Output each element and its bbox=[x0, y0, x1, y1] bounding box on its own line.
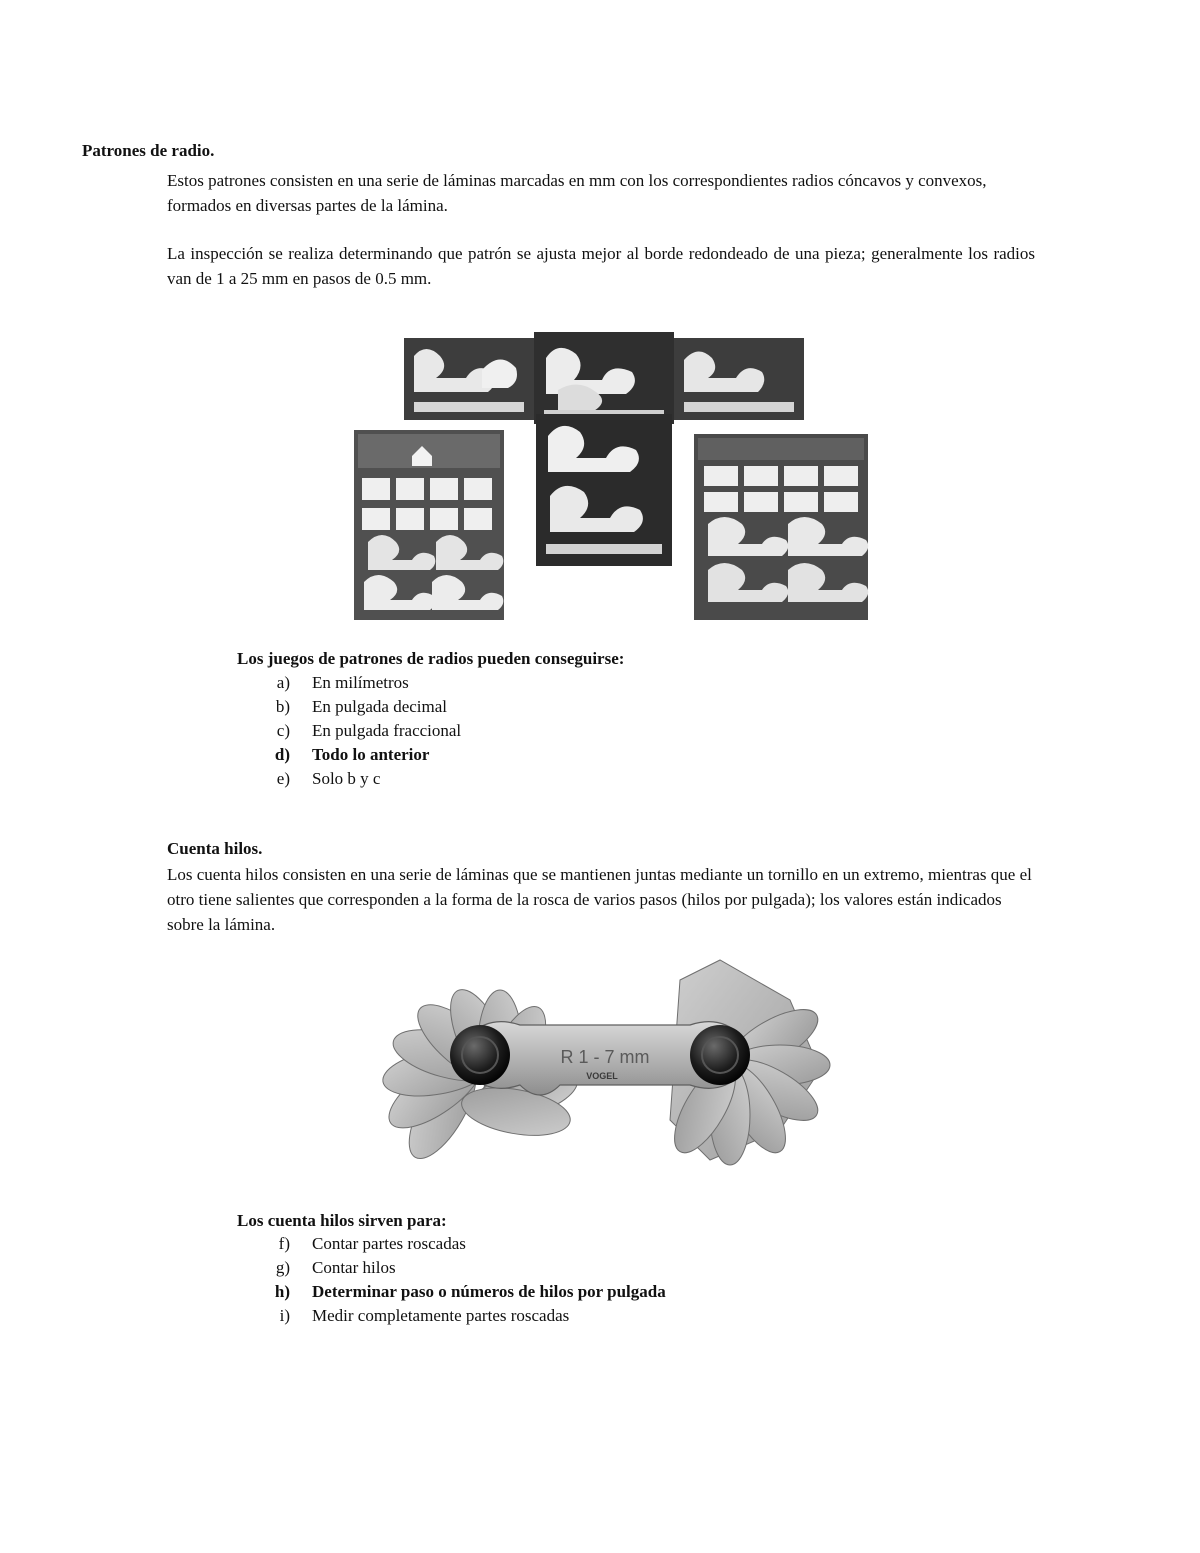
handle-brand-label: VOGEL bbox=[586, 1071, 618, 1081]
options-list-radius-sets bbox=[252, 671, 461, 791]
option-d: d) Todo lo anterior bbox=[274, 745, 430, 764]
section-heading-thread-gauges: Cuenta hilos. bbox=[167, 839, 263, 858]
left-knob bbox=[450, 1025, 510, 1085]
fan-gauge-image bbox=[380, 955, 832, 1180]
option-b: b) En pulgada decimal bbox=[275, 697, 448, 716]
option-a: a) En milímetros bbox=[276, 673, 409, 692]
question-title-thread-gauges: Los cuenta hilos sirven para: bbox=[237, 1211, 447, 1230]
paragraph-radius-gauges-description: Estos patrones consisten en una serie de láminas marcadas en mm con los correspondientes radios cóncavos y convexos, formados en diversas partes de la lámina. bbox=[167, 171, 987, 215]
option-e: e) Solo b y c bbox=[276, 769, 381, 788]
option-i: i) Medir completamente partes roscadas bbox=[279, 1306, 570, 1325]
section-heading-radius-gauges: Patrones de radio. bbox=[82, 141, 215, 160]
right-knob bbox=[690, 1025, 750, 1085]
option-c: c) En pulgada fraccional bbox=[276, 721, 462, 740]
gauge-holder-top-left bbox=[404, 338, 534, 420]
handle-size-label: R 1 - 7 mm bbox=[560, 1047, 650, 1067]
option-h: h) Determinar paso o números de hilos por pulgada bbox=[274, 1282, 666, 1301]
gauge-folder-left bbox=[354, 430, 504, 620]
options-list-thread-gauges bbox=[252, 1232, 666, 1328]
option-g: g) Contar hilos bbox=[275, 1258, 396, 1277]
gauge-folder-right bbox=[694, 434, 868, 620]
gauge-holder-center bbox=[536, 414, 672, 566]
paragraph-thread-gauges-description: Los cuenta hilos consisten en una serie de láminas que se mantienen juntas mediante un tornillo en un extremo, mientras que el otro tiene salientes que corresponden a la forma de la rosca de varios pasos (hilos por pulgada); los valores están indicados sobre la lámina. bbox=[167, 865, 1032, 934]
paragraph-radius-inspection: La inspección se realiza determinando que patrón se ajusta mejor al borde redondeado de una pieza; generalmente los radios van de 1 a 25 mm en pasos de 0.5 mm. bbox=[167, 244, 1035, 288]
option-f: f) Contar partes roscadas bbox=[278, 1234, 466, 1253]
question-title-radius-sets: Los juegos de patrones de radios pueden conseguirse: bbox=[237, 649, 625, 668]
radius-gauge-sets-image bbox=[352, 330, 872, 620]
gauge-holder-top-right bbox=[674, 338, 804, 420]
gauge-holder-top-center bbox=[534, 332, 674, 424]
